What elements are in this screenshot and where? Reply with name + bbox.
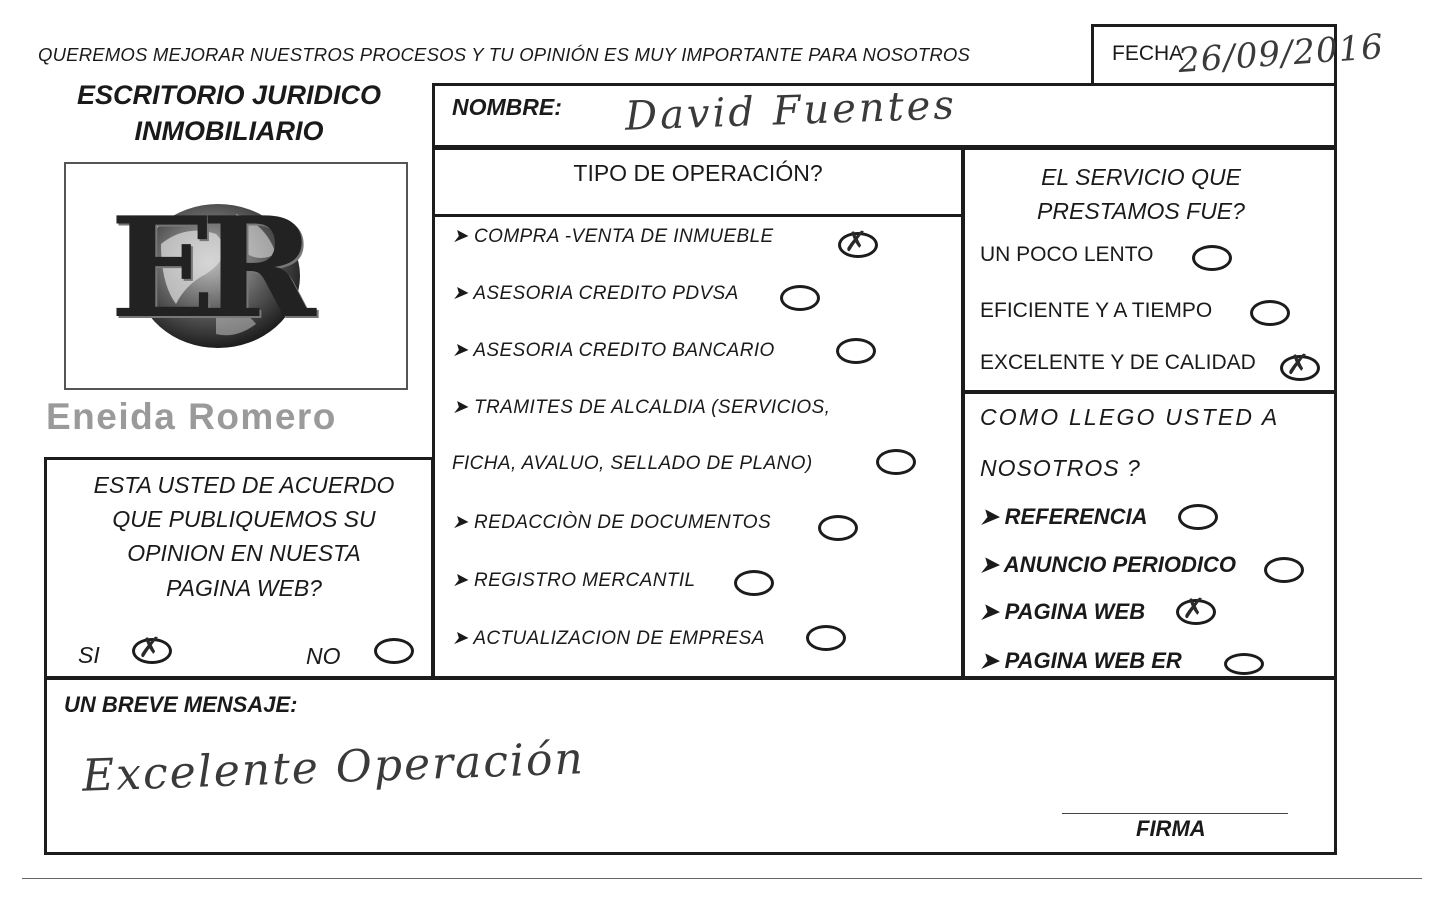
arrow-icon: ➤ xyxy=(452,628,469,649)
publicar-question-line3: OPINION EN NUESTA xyxy=(127,540,361,566)
arrow-icon: ➤ xyxy=(452,512,469,533)
servicio-title-line2: PRESTAMOS FUE? xyxy=(1037,198,1245,224)
mensaje-label: UN BREVE MENSAJE: xyxy=(64,692,298,717)
operacion-option-label: REGISTRO MERCANTIL xyxy=(474,570,696,591)
arrow-icon: ➤ xyxy=(980,552,999,577)
page-bottom-rule xyxy=(22,878,1422,879)
llegada-option xyxy=(980,599,1145,625)
operacion-radio-compra-venta[interactable] xyxy=(838,225,878,258)
llegada-option-label: PAGINA WEB xyxy=(1004,599,1146,624)
llegada-option xyxy=(980,552,1236,578)
servicio-radio-eficiente[interactable] xyxy=(1250,300,1290,326)
llegada-title-line1: COMO LLEGO USTED A xyxy=(980,404,1280,430)
publicar-no-label: NO xyxy=(306,643,341,669)
arrow-icon: ➤ xyxy=(980,599,999,624)
llegada-radio-anuncio[interactable] xyxy=(1264,557,1304,583)
operacion-option xyxy=(452,396,830,419)
company-name-line2: INMOBILIARIO xyxy=(134,116,324,146)
llegada-option-label: ANUNCIO PERIODICO xyxy=(1003,552,1236,577)
llegada-option xyxy=(980,648,1182,674)
fecha-value[interactable]: 26/09/2016 xyxy=(1176,26,1386,82)
publicar-si-label: SI xyxy=(78,642,100,668)
check-mark-icon: ✗ xyxy=(138,631,162,664)
publicar-si-radio[interactable] xyxy=(132,631,172,664)
llegada-radio-pagina-web-er[interactable] xyxy=(1224,653,1264,675)
operacion-option-label: REDACCIÒN DE DOCUMENTOS xyxy=(474,512,772,533)
operacion-radio-alcaldia[interactable] xyxy=(876,449,916,475)
servicio-radio-excelente[interactable] xyxy=(1280,348,1320,381)
operacion-option-label: ACTUALIZACION DE EMPRESA xyxy=(473,628,765,649)
arrow-icon: ➤ xyxy=(452,397,469,418)
arrow-icon: ➤ xyxy=(980,504,999,529)
operacion-option-label: ASESORIA CREDITO PDVSA xyxy=(473,283,739,304)
operacion-option-label: FICHA, AVALUO, SELLADO DE PLANO) xyxy=(452,453,813,474)
operacion-option-continued xyxy=(452,453,813,475)
arrow-icon: ➤ xyxy=(452,283,469,304)
arrow-icon: ➤ xyxy=(452,340,469,361)
llegada-radio-pagina-web[interactable] xyxy=(1176,592,1216,625)
operacion-radio-pdvsa[interactable] xyxy=(780,285,820,311)
servicio-option-label: EFICIENTE Y A TIEMPO xyxy=(980,299,1213,322)
operacion-option xyxy=(452,225,774,248)
operacion-radio-actualizacion[interactable] xyxy=(806,625,846,651)
publicar-no-radio[interactable] xyxy=(374,638,414,664)
operacion-title: TIPO DE OPERACIÓN? xyxy=(573,160,823,186)
company-owner: Eneida Romero xyxy=(46,396,337,437)
firma-line xyxy=(1062,813,1288,814)
operacion-radio-registro[interactable] xyxy=(734,570,774,596)
fecha-label: FECHA xyxy=(1112,42,1184,65)
mensaje-value[interactable]: Excelente Operación xyxy=(81,733,586,802)
publicar-question-line1: ESTA USTED DE ACUERDO xyxy=(93,472,395,498)
llegada-radio-referencia[interactable] xyxy=(1178,504,1218,530)
operacion-option xyxy=(452,339,775,362)
servicio-title-line1: EL SERVICIO QUE xyxy=(1041,164,1241,190)
publicar-question-line4: PAGINA WEB? xyxy=(166,575,322,601)
nombre-label: NOMBRE: xyxy=(452,94,562,120)
llegada-option-label: PAGINA WEB ER xyxy=(1004,648,1182,673)
operacion-option-label: ASESORIA CREDITO BANCARIO xyxy=(473,340,775,361)
operacion-option-label: TRAMITES DE ALCALDIA (SERVICIOS, xyxy=(474,397,831,418)
llegada-option xyxy=(980,504,1148,530)
operacion-radio-bancario[interactable] xyxy=(836,338,876,364)
firma-label: FIRMA xyxy=(1136,816,1206,841)
check-mark-icon: ✗ xyxy=(1286,348,1310,381)
nombre-value[interactable]: David Fuentes xyxy=(624,82,958,140)
operacion-option xyxy=(452,511,771,534)
publicar-question-line2: QUE PUBLIQUEMOS SU xyxy=(112,506,376,532)
llegada-box xyxy=(962,391,1337,679)
operacion-option xyxy=(452,627,765,650)
company-name-line1: ESCRITORIO JURIDICO xyxy=(76,80,382,110)
arrow-icon: ➤ xyxy=(452,226,469,247)
operacion-option-label: COMPRA -VENTA DE INMUEBLE xyxy=(474,226,774,247)
llegada-option-label: REFERENCIA xyxy=(1004,504,1148,529)
logo-letters: ER xyxy=(110,186,302,349)
servicio-option-label: EXCELENTE Y DE CALIDAD xyxy=(980,351,1256,374)
check-mark-icon: ✗ xyxy=(1182,592,1206,625)
llegada-title-line2: NOSOTROS ? xyxy=(980,455,1141,481)
arrow-icon: ➤ xyxy=(980,648,999,673)
operacion-option xyxy=(452,282,739,305)
servicio-option-label: UN POCO LENTO xyxy=(980,243,1154,266)
check-mark-icon: ✗ xyxy=(844,225,868,258)
operacion-option xyxy=(452,569,696,592)
operacion-radio-redaccion[interactable] xyxy=(818,515,858,541)
servicio-radio-lento[interactable] xyxy=(1192,245,1232,271)
arrow-icon: ➤ xyxy=(452,570,469,591)
header-tagline: QUEREMOS MEJORAR NUESTROS PROCESOS Y TU OPINIÓN ES MUY IMPORTANTE PARA NOSOTROS xyxy=(38,44,971,65)
